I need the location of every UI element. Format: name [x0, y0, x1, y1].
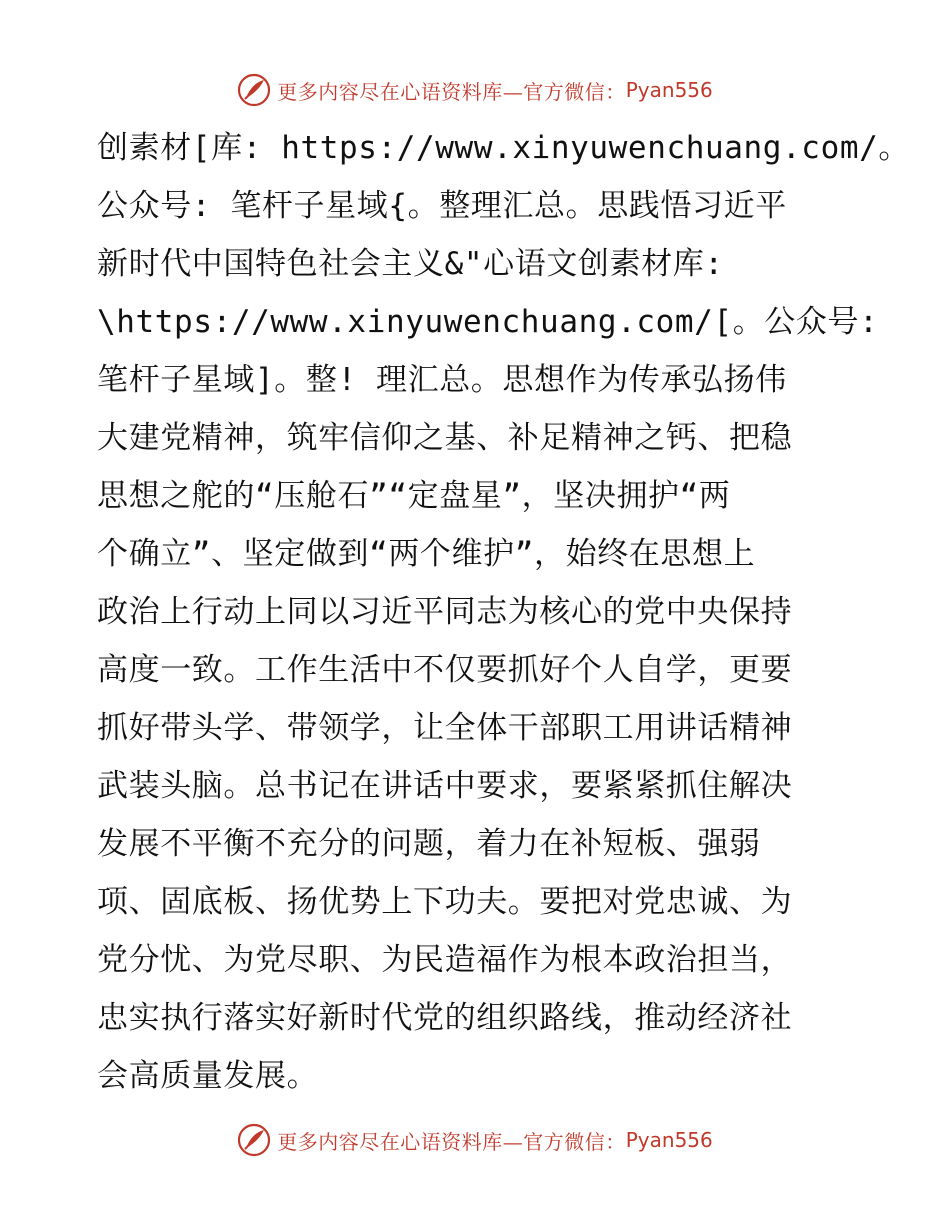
text-line: 会高质量发展。 [97, 1058, 319, 1094]
text-line: 抓好带头学、带领学，让全体干部职工用讲话精神 [97, 710, 793, 746]
text-line: 发展不平衡不充分的问题，着力在补短板、强弱 [97, 826, 761, 862]
text-line: 项、固底板、扬优势上下功夫。要把对党忠诚、为 [97, 884, 793, 920]
header-banner [0, 70, 950, 110]
banner-wechat-id: Pyan556 [625, 1128, 713, 1152]
feather-quill-logo-icon [237, 73, 271, 107]
text-line: 高度一致。工作生活中不仅要抓好个人自学，更要 [97, 652, 793, 688]
footer-banner [0, 1120, 950, 1160]
text-line: 党分忧、为党尽职、为民造福作为根本政治担当， [97, 942, 793, 978]
banner-brand-text: 更多内容尽在心语资料库—官方微信： [277, 1129, 626, 1154]
text-line: \https://www.xinyuwenchuang.com/[。公众号: [97, 304, 879, 340]
text-line: 忠实执行落实好新时代党的组织路线，推动经济社 [97, 1000, 793, 1036]
banner-wechat-id: Pyan556 [625, 78, 713, 102]
text-line: 笔杆子星域]。整! 理汇总。思想作为传承弘扬伟 [97, 362, 787, 398]
text-line: 思想之舵的“压舱石”“定盘星”，坚决拥护“两 [97, 478, 731, 514]
text-line: 政治上行动上同以习近平同志为核心的党中央保持 [97, 594, 793, 630]
text-line: 创素材[库: https://www.xinyuwenchuang.com/。 [97, 130, 910, 166]
text-line: 武装头脑。总书记在讲话中要求，要紧紧抓住解决 [97, 768, 793, 804]
feather-quill-logo-icon [237, 1123, 271, 1157]
text-line: 新时代中国特色社会主义&"心语文创素材库: [97, 246, 724, 282]
banner-brand-text: 更多内容尽在心语资料库—官方微信： [277, 79, 626, 104]
text-line: 个确立”、坚定做到“两个维护”，始终在思想上 [97, 536, 756, 572]
document-body [97, 119, 910, 1105]
text-line: 大建党精神，筑牢信仰之基、补足精神之钙、把稳 [97, 420, 793, 456]
text-line: 公众号: 笔杆子星域{。整理汇总。思践悟习近平 [97, 188, 787, 224]
